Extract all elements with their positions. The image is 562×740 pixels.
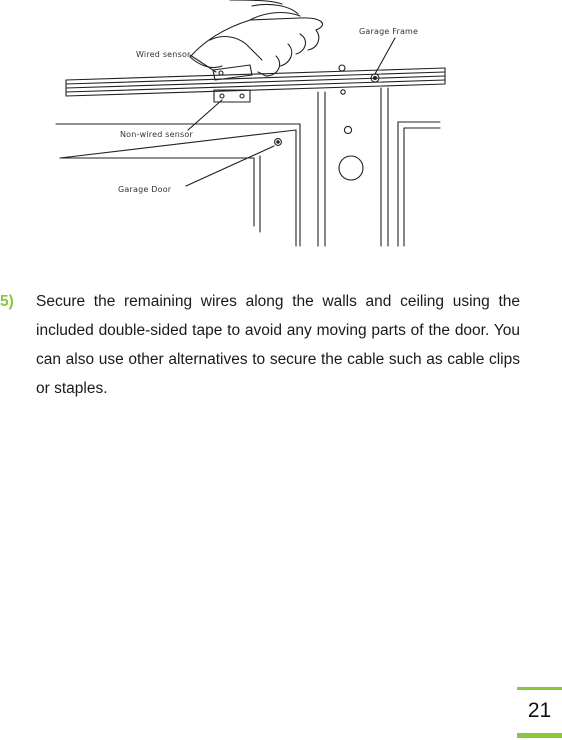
page-rule-bottom [517, 733, 562, 738]
page-number: 21 [527, 699, 552, 722]
instruction-step [0, 287, 522, 403]
label-garage-frame: Garage Frame [359, 27, 419, 36]
installation-illustration [0, 0, 562, 250]
step-text: Secure the remaining wires along the walls and ceiling using the included double-sided tape to avoid any moving parts of the door. You can also use other alternatives to secure the cable such as cable clips or staples. [36, 293, 520, 397]
non-wired-sensor-shape [214, 90, 250, 102]
page-rule-top [517, 687, 562, 690]
hand-shape [190, 0, 323, 76]
door-post [318, 88, 388, 246]
label-wired-sensor: Wired sensor [136, 50, 191, 59]
right-door-panel [398, 122, 440, 246]
step-number: 5) [0, 293, 14, 310]
label-non-wired-sensor: Non-wired sensor [120, 130, 193, 139]
garage-door-panel [56, 124, 300, 246]
page-footer [517, 687, 562, 740]
label-garage-door: Garage Door [118, 185, 172, 194]
